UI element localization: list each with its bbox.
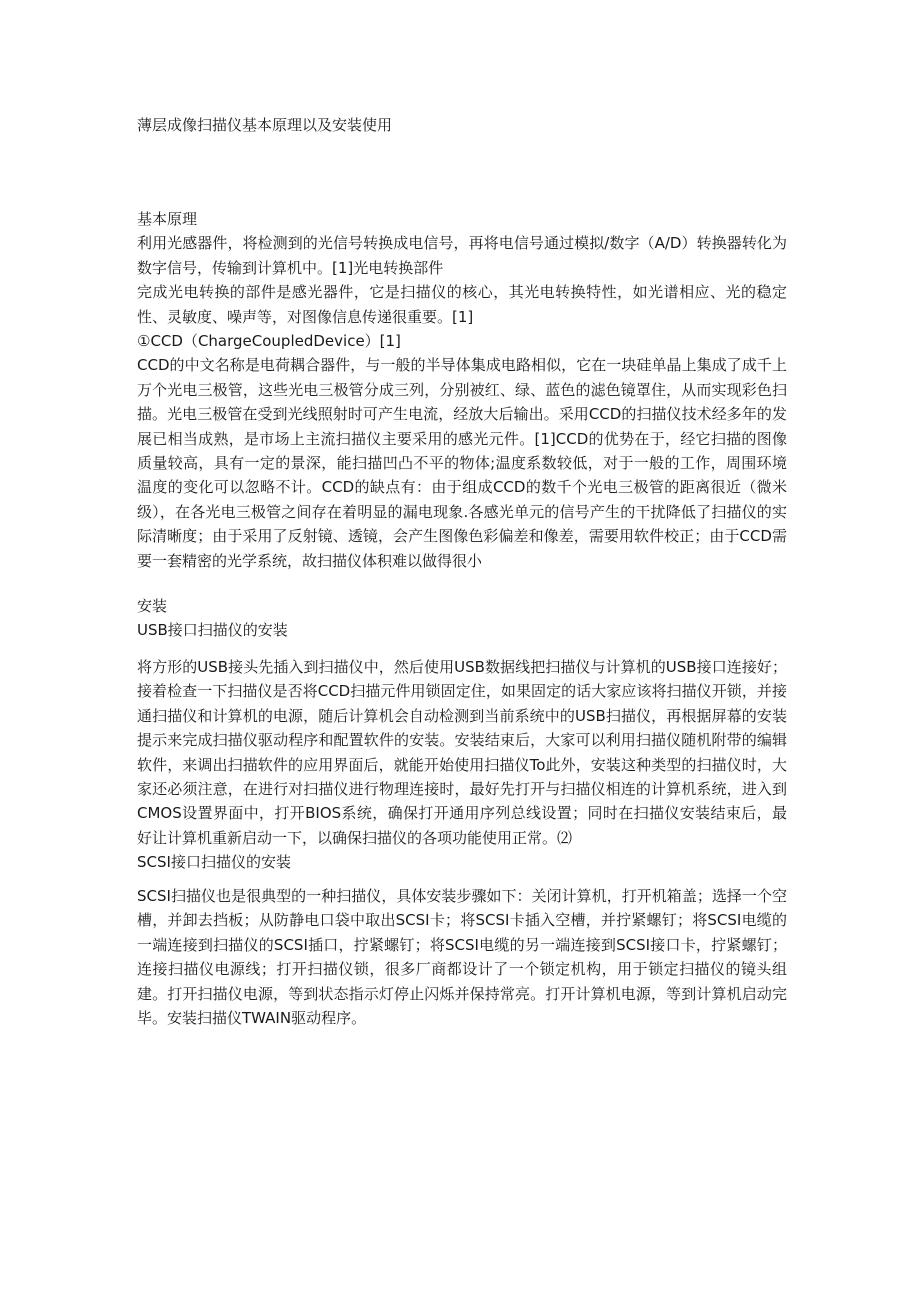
usb-install-heading: USB接口扫描仪的安装 bbox=[137, 621, 288, 640]
document-title: 薄层成像扫描仪基本原理以及安装使用 bbox=[137, 116, 393, 134]
scsi-install-heading: SCSI接口扫描仪的安装 bbox=[137, 853, 291, 872]
ccd-paragraph: CCD的中文名称是电荷耦合器件，与一般的半导体集成电路相似，它在一块硅单晶上集成了成千上万个光电三极管，这些光电三极管分成三列，分别被红、绿、蓝色的滤色镜罩住，从而实现彩色扫描。光电三极管在受到光线照射时可产生电流，经放大后输出。采用CCD的扫描仪技术经多年的发展已相当成熟，是市场上主流扫描仪主要采用的感光元件。[1]CCD的优势在于，经它扫描的图像质量较高，具有一定的景深，能扫描凹凸不平的物体;温度系数较低，对于一般的工作，周围环境温度的变化可以忽略不计。CCD的缺点有：由于组成CCD的数千个光电三极管的距离很近（微米级），在各光电三极管之间存在着明显的漏电现象.各感光单元的信号产生的干扰降低了扫描仪的实际清晰度；由于采用了反射镜、透镜，会产生图像色彩偏差和像差，需要用软件校正；由于CCD需要一套精密的光学系统，故扫描仪体积难以做得很小 bbox=[137, 356, 787, 570]
principle-paragraph-2: 完成光电转换的部件是感光器件，它是扫描仪的核心，其光电转换特性，如光谱相应、光的稳定性、灵敏度、噪声等，对图像信息传递很重要。[1] bbox=[137, 283, 787, 326]
ccd-heading: ①CCD（ChargeCoupledDevice）[1] bbox=[137, 332, 401, 351]
scsi-install-paragraph: SCSI扫描仪也是很典型的一种扫描仪，具体安装步骤如下：关闭计算机，打开机箱盖；选择一个空槽，并卸去挡板；从防静电口袋中取出SCSI卡；将SCSI卡插入空槽，并拧紧螺钉；将SCSI电缆的一端连接到扫描仪的SCSI插口，拧紧螺钉；将SCSI电缆的另一端连接到SCSI接口卡，拧紧螺钉；连接扫描仪电源线；打开扫描仪锁，很多厂商都设计了一个锁定机构，用于锁定扫描仪的镜头组建。打开扫描仪电源，等到状态指示灯停止闪烁并保持常亮。打开计算机电源，等到计算机启动完毕。安装扫描仪TWAIN驱动程序。 bbox=[137, 887, 787, 1028]
install-section bbox=[137, 594, 787, 643]
principle-heading: 基本原理 bbox=[137, 210, 198, 228]
usb-install-block bbox=[137, 655, 787, 875]
scsi-install-block bbox=[137, 884, 787, 1030]
principle-section bbox=[137, 207, 787, 573]
install-heading: 安装 bbox=[137, 597, 168, 615]
usb-install-paragraph: 将方形的USB接头先插入到扫描仪中，然后使用USB数据线把扫描仪与计算机的USB接口连接好；接着检查一下扫描仪是否将CCD扫描元件用锁固定住，如果固定的话大家应该将扫描仪开锁，并接通扫描仪和计算机的电源，随后计算机会自动检测到当前系统中的USB扫描仪，再根据屏幕的安装提示来完成扫描仪驱动程序和配置软件的安装。安装结束后，大家可以利用扫描仪随机附带的编辑软件，来调出扫描软件的应用界面后，就能开始使用扫描仪To此外，安装这种类型的扫描仪时，大家还必须注意，在进行对扫描仪进行物理连接时，最好先打开与扫描仪相连的计算机系统，进入到CMOS设置界面中，打开BIOS系统，确保打开通用序列总线设置；同时在扫描仪安装结束后，最好让计算机重新启动一下，以确保扫描仪的各项功能使用正常。⑵ bbox=[137, 658, 787, 847]
principle-paragraph-1: 利用光感器件，将检测到的光信号转换成电信号，再将电信号通过模拟/数字（A/D）转换器转化为数字信号，传输到计算机中。[1]光电转换部件 bbox=[137, 234, 787, 277]
